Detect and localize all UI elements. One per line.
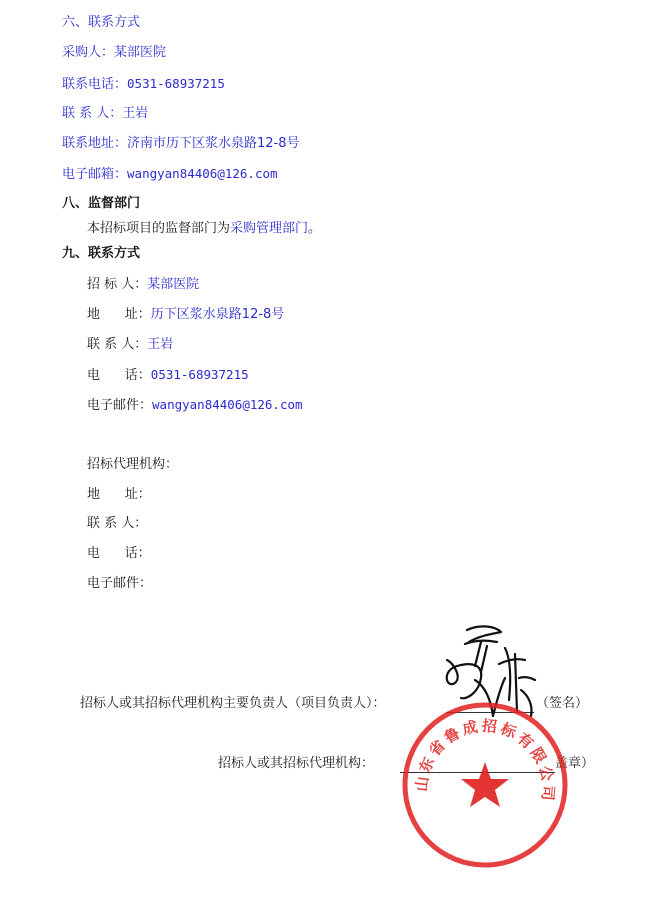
address-label: 联系地址： [62,136,128,151]
address-row [62,135,300,153]
tenderer-row [87,276,199,294]
phone-row [62,75,225,94]
person-row [62,105,148,123]
supervision-suffix: 。 [308,221,322,236]
tenderer-address-row [87,306,284,324]
tenderer-phone-row [87,366,249,385]
org-suffix: 盖章） [555,756,595,771]
tenderer-address-value: 历下区浆水泉路12-8号 [150,307,285,322]
buyer-label: 采购人： [62,45,115,60]
tenderer-phone-label: 电 话： [87,368,151,383]
contact2-heading: 九、联系方式 [62,246,141,261]
star-icon [461,762,509,807]
signature-suffix: （签名） [536,696,589,711]
tenderer-person-value: 王岩 [147,337,174,352]
responsible-label: 招标人或其招标代理机构主要负责人（项目负责人）： [80,696,386,711]
email-value[interactable]: wangyan84406@126.com [127,166,278,181]
agency-address-label: 地 址： [87,487,151,502]
tenderer-email-row [87,396,303,415]
company-seal [400,700,570,870]
address-value: 济南市历下区浆水泉路12-8号 [127,136,300,151]
tenderer-value: 某部医院 [147,277,200,292]
supervision-prefix: 本招标项目的监督部门为 [87,221,231,236]
person-label: 联 系 人： [62,106,123,121]
email-row [62,165,278,184]
phone-label: 联系电话： [62,77,128,92]
supervision-heading: 八、监督部门 [62,196,141,211]
tenderer-email-label: 电子邮件： [87,398,153,413]
agency-person-label: 联 系 人： [87,516,148,531]
buyer-value: 某部医院 [114,45,167,60]
agency-phone-label: 电 话： [87,546,151,561]
tenderer-address-label: 地 址： [87,307,151,322]
email-label: 电子邮箱： [62,167,128,182]
supervision-dept: 采购管理部门 [230,221,309,236]
buyer-row [62,44,166,62]
tenderer-person-row [87,336,173,354]
contact-heading: 六、联系方式 [62,15,141,30]
tenderer-label: 招 标 人： [87,277,148,292]
tenderer-person-label: 联 系 人： [87,337,148,352]
agency-email-label: 电子邮件： [87,576,153,591]
tenderer-email-value[interactable]: wangyan84406@126.com [152,397,303,412]
agency-label: 招标代理机构： [87,457,179,472]
tenderer-phone-value: 0531-68937215 [150,367,249,382]
person-value: 王岩 [122,106,149,121]
phone-value: 0531-68937215 [127,76,225,91]
seal-text: 山东省鲁成招标有限公司 [412,716,558,805]
org-label: 招标人或其招标代理机构： [218,756,375,771]
supervision-text [87,220,321,238]
